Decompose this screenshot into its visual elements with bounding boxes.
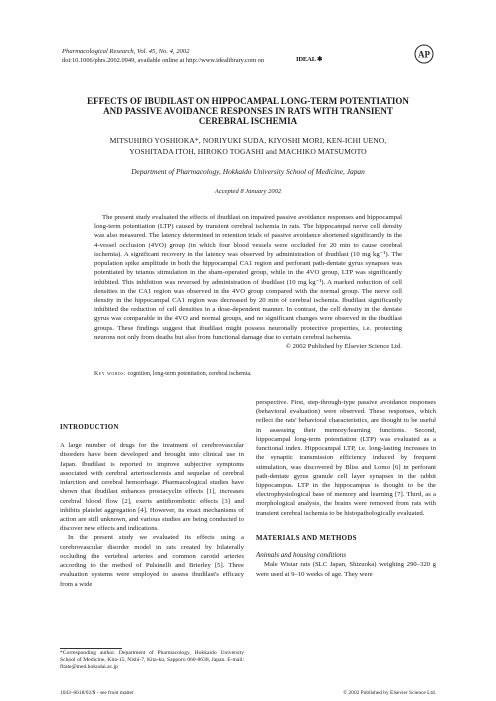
ap-logo-text: AP [418,49,430,60]
abstract-text: The present study evaluated the effects of ibudilast on impaired passive avoidance responses and hippocampal long-term potentiation (LTP) caused by transient cerebral ischemia in rats. The hippocampal nerve cell density was also measured. The latency determined in retention trials of passive avoidance shortened significantly in the 4-vessel occlusion (4VO) group (in which four blood vessels were occluded for 20 min to cause cerebral ischemia). A significant recovery in the latency was observed by administration of ibudilast (10 mg kg⁻¹). The population spike amplitude in both the hippocampal CA1 region and perforant path-dentate gyrus synapses was potentiated by tetanus stimulation in the sham-operated group, while in the 4VO group, LTP was significantly inhibited. This inhibition was reversed by administration of ibudilast (10 mg kg⁻¹). A marked reduction of cell densities in the CA1 region was observed in the 4VO group compared with the normal group. The nerve cell density in the hippocampal CA1 region was decreased by 20 min of cerebral ischemia. Ibudilast significantly inhibited the reduction of cell densities in a dose-dependent manner. In contrast, the cell density in the dentate gyrus was comparable in the 4VO and normal groups, and no significant changes were observed in the ibudilast groups. These findings suggest that ibudilast might possess neuronally protective properties, i.e. protecting neurons not only from deaths but also from functional damage due to certain cerebral ischemia. [94,214,402,341]
article-title [60,96,436,126]
title-line-2: AND PASSIVE AVOIDANCE RESPONSES IN RATS WITH TRANSIENT [103,106,393,116]
abstract [94,213,402,351]
animals-subheading: Animals and housing conditions [256,551,347,560]
right-column [256,398,436,579]
right-paragraph-1: perspective. First, step-through-type passive avoidance responses (behavioral evaluation) were observed. These responses, which reflect the rats' behavioral characteristics, are thought to be useful in assessing their memory/learning functions. Second, hippocampal long-term potentiation (LTP) was evaluated as a functional index. Hippocampal LTP, i.e. long-lasting increases in the synaptic transmission efficiency induced by frequent stimulation, was discovered by Bliss and Lomo [6] in perforant path-dentate gyrus granule cell layer synapses in the rabbit hippocampus. LTP in the hippocampus is thought to be the electrophysiological base of memory and learning [7]. Third, as a morphological analysis, the brains were removed from rats with transient cerebral ischemia to be histopathologically evaluated. [256,399,436,517]
ap-publisher-logo-icon [414,44,434,64]
footer-copyright: © 2002 Published by Elsevier Science Ltd. [343,690,436,696]
keywords-label: Key words: [94,371,127,377]
intro-paragraph-1: A large number of drugs for the treatment of cerebrovascular disorders have been developed and brought into clinical use in Japan. Ibudilast is reported to improve subjective symptoms associated with cerebral arteriosclerosis and sequelae of cerebral infarction and cerebral hemorrhage. Pharmacological studies have shown that ibudilast enhances prostacyclin effects [1], increases cerebral blood flow [2], exerts antithrombotic effects [3] and inhibits platelet aggregation [4]. However, its exact mechanisms of action are still unknown, and various studies are being conducted to discover new effects and indications. [60,442,244,533]
keywords-list: cognition, long-term potentiation, cerebral ischemia. [127,371,252,377]
corresponding-author-footnote: *Corresponding author. Department of Pharmacology, Hokkaido University School of Medicine, Kita-15, Nishi-7, Kita-ku, Sapporo 060-8638, Japan. E-mail: fltate@med.hokudai.ac.jp [60,650,244,671]
doi-line: doi:10.1006/phrs.2002.0949, available online at http://www.idealibrary.com on [62,57,265,64]
abstract-copyright: © 2002 Published by Elsevier Science Ltd. [285,343,402,351]
introduction-heading: INTRODUCTION [60,424,119,431]
ideal-star-icon: ✱ [315,56,323,63]
intro-paragraph-2: In the present study we evaluated its effects using a cerebrovascular disorder model in rats created by bilaterally occluding the vertebral arteries and common carotid arteries according to the method of Pulsinelli and Brierley [5]. Three evaluation systems were employed to assess ibudilast's efficacy from a wide [60,534,244,588]
methods-heading: MATERIALS AND METHODS [256,534,357,542]
ideal-badge [296,55,322,63]
animals-paragraph: Male Wistar rats (SLC Japan, Shizuoka) weighing 290–320 g were used at 9–10 weeks of age. They were [256,561,436,578]
issn-line: 1043–6618/02/$ - see front matter [60,690,134,696]
authors-line-2: YOSHITADA ITOH, HIROKO TOGASHI and MACHIKO MATSUMOTO [129,146,367,156]
accepted-date: Accepted 8 January 2002 [214,188,282,195]
authors [60,136,436,157]
ideal-badge-text: IDEAL [296,56,316,63]
keywords [94,370,402,378]
title-line-3: CEREBRAL ISCHEMIA [198,116,298,126]
affiliation: Department of Pharmacology, Hokkaido University School of Medicine, Japan [131,167,365,176]
footnote-divider [60,648,122,649]
journal-citation: Pharmacological Research, Vol. 45, No. 4, 2002 [62,48,190,55]
left-column [60,423,244,589]
title-line-1: EFFECTS OF IBUDILAST ON HIPPOCAMPAL LONG-TERM POTENTIATION [87,96,409,106]
authors-line-1: MITSUHIRO YOSHIOKA*, NORIYUKI SUDA, KIYOSHI MORI, KEN-ICHI UENO, [109,136,387,145]
